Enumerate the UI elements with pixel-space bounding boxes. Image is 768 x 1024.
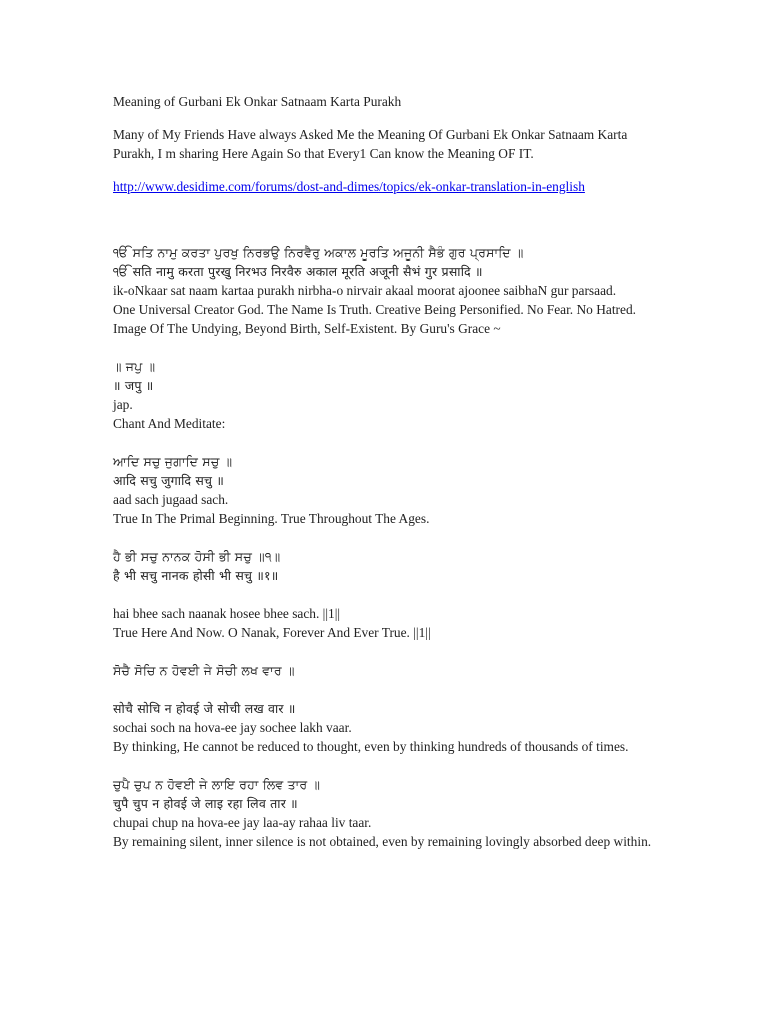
- verse-transliteration: sochai soch na hova-ee jay sochee lakh vaar.: [113, 720, 352, 735]
- verse-devanagari: है भी सचु नानक होसी भी सचु ॥१॥: [113, 568, 279, 583]
- verse-devanagari: ॥ जपु ॥: [113, 378, 154, 393]
- verse-meaning: True In The Primal Beginning. True Throughout The Ages.: [113, 511, 430, 526]
- document-title: Meaning of Gurbani Ek Onkar Satnaam Karta Purakh: [113, 94, 402, 109]
- verse-gurmukhi: ਆਦਿ ਸਚੁ ਜੁਗਾਦਿ ਸਚੁ ॥: [113, 454, 233, 469]
- verse-devanagari: ੴ सति नामु करता पुरखु निरभउ निरवैरु अकाल मूरति अजूनी सैभं गुर प्रसादि ॥: [113, 264, 483, 279]
- verse-transliteration: ik-oNkaar sat naam kartaa purakh nirbha-o nirvair akaal moorat ajoonee saibhaN gur parsaad.: [113, 283, 617, 298]
- spacer: [113, 642, 658, 661]
- verse-meaning: One Universal Creator God. The Name Is Truth. Creative Being Personified. No Fear. No Hatred. Image Of The Undying, Beyond Birth, Self-Existent. By Guru's Grace ~: [113, 302, 636, 336]
- verse-gurmukhi: ਸੋਚੈ ਸੋਚਿ ਨ ਹੋਵਈ ਜੇ ਸੋਚੀ ਲਖ ਵਾਰ ॥: [113, 663, 295, 678]
- verse-meaning: Chant And Meditate:: [113, 416, 226, 431]
- verse-meaning: True Here And Now. O Nanak, Forever And Ever True. ||1||: [113, 625, 431, 640]
- verse-sochai: [113, 661, 658, 756]
- verse-gurmukhi: ਚੁਪੈ ਚੁਪ ਨ ਹੋਵਈ ਜੇ ਲਾਇ ਰਹਾ ਲਿਵ ਤਾਰ ॥: [113, 777, 321, 792]
- verse-gurmukhi: ੴ ਸਤਿ ਨਾਮੁ ਕਰਤਾ ਪੁਰਖੁ ਨਿਰਭਉ ਨਿਰਵੈਰੁ ਅਕਾਲ ਮੂਰਤਿ ਅਜੂਨੀ ਸੈਭੰ ਗੁਰ ਪ੍ਰਸਾਦਿ ॥: [113, 245, 524, 260]
- verse-hai-bhee-sach: [113, 547, 658, 642]
- spacer: [113, 163, 658, 177]
- spacer: [113, 196, 658, 243]
- spacer: [113, 433, 658, 452]
- verse-transliteration: aad sach jugaad sach.: [113, 492, 229, 507]
- intro-paragraph: Many of My Friends Have always Asked Me the Meaning Of Gurbani Ek Onkar Satnaam Karta Purakh, I m sharing Here Again So that Every1 Can know the Meaning OF IT.: [113, 127, 628, 161]
- verse-mool-mantar: [113, 243, 658, 338]
- verse-gurmukhi: ॥ ਜਪੁ ॥: [113, 359, 156, 374]
- verse-transliteration: chupai chup na hova-ee jay laa-ay rahaa liv taar.: [113, 815, 372, 830]
- verse-aad-sach: [113, 452, 658, 528]
- verse-devanagari: चुपै चुप न होवई जे लाइ रहा लिव तार ॥: [113, 796, 298, 811]
- verse-gurmukhi: ਹੈ ਭੀ ਸਚੁ ਨਾਨਕ ਹੋਸੀ ਭੀ ਸਚੁ ॥੧॥: [113, 549, 281, 564]
- verse-transliteration: hai bhee sach naanak hosee bhee sach. ||1||: [113, 606, 341, 621]
- spacer: [113, 528, 658, 547]
- document-page: [113, 92, 658, 851]
- spacer: [113, 338, 658, 357]
- verse-meaning: By thinking, He cannot be reduced to thought, even by thinking hundreds of thousands of times.: [113, 739, 629, 754]
- verse-transliteration: jap.: [113, 397, 133, 412]
- spacer: [113, 585, 658, 604]
- verse-jap: [113, 357, 658, 433]
- spacer: [113, 680, 658, 699]
- spacer: [113, 756, 658, 775]
- verse-devanagari: सोचै सोचि न होवई जे सोची लख वार ॥: [113, 701, 296, 716]
- verse-chupai: [113, 775, 658, 851]
- source-link[interactable]: http://www.desidime.com/forums/dost-and-dimes/topics/ek-onkar-translation-in-english: [113, 179, 585, 194]
- verse-devanagari: आदि सचु जुगादि सचु ॥: [113, 473, 225, 488]
- spacer: [113, 111, 658, 125]
- verse-meaning: By remaining silent, inner silence is not obtained, even by remaining lovingly absorbed deep within.: [113, 834, 652, 849]
